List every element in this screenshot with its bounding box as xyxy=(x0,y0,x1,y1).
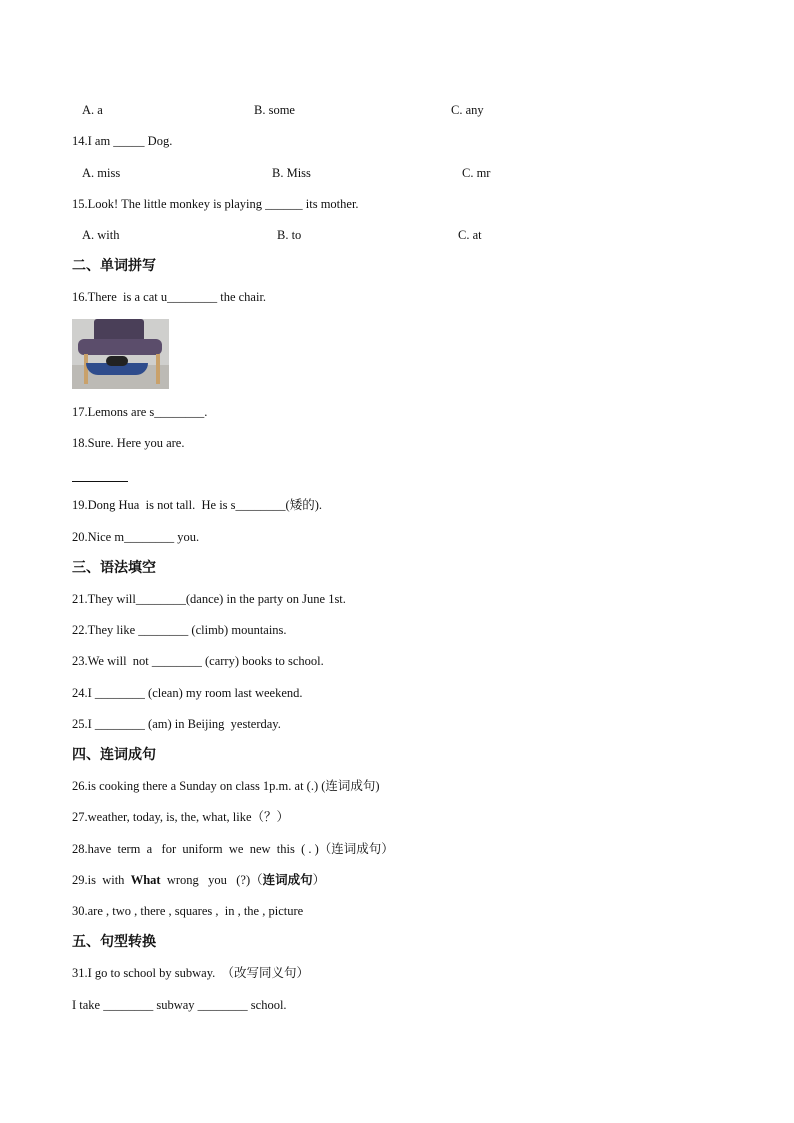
q14-option-c: C. mr xyxy=(462,166,491,180)
q15-option-a: A. with xyxy=(82,228,120,242)
q26-question: 26.is cooking there a Sunday on class 1p.m. at (.) (连词成句) xyxy=(72,779,380,793)
q21-question: 21.They will________(dance) in the party on June 1st. xyxy=(72,592,346,606)
q13-option-c: C. any xyxy=(451,103,484,117)
q24-question: 24.I ________ (clean) my room last weekend. xyxy=(72,686,303,700)
q23-question: 23.We will not ________ (carry) books to school. xyxy=(72,654,324,668)
q20-question: 20.Nice m________ you. xyxy=(72,530,200,544)
q18-question: 18.Sure. Here you are. xyxy=(72,436,185,450)
q14-option-a: A. miss xyxy=(82,166,121,180)
q28-question: 28.have term a for uniform we new this ( . )（连词成句） xyxy=(72,842,394,856)
section-heading-word-order: 四、连词成句 xyxy=(72,747,156,763)
section-heading-grammar: 三、语法填空 xyxy=(72,560,156,576)
q19-question: 19.Dong Hua is not tall. He is s________(矮的). xyxy=(72,498,322,512)
q14-option-b: B. Miss xyxy=(272,166,311,180)
section-heading-transform: 五、句型转换 xyxy=(72,934,156,950)
q15-question: 15.Look! The little monkey is playing ______ its mother. xyxy=(72,197,359,211)
q29-question: 29.is with What wrong you (?)（连词成句） xyxy=(72,873,326,887)
section-heading-spelling: 二、单词拼写 xyxy=(72,258,156,274)
q18-answer-blank[interactable] xyxy=(72,481,128,482)
q22-question: 22.They like ________ (climb) mountains. xyxy=(72,623,287,637)
q27-question: 27.weather, today, is, the, what, like（？） xyxy=(72,810,290,824)
q31-question: 31.I go to school by subway. （改写同义句） xyxy=(72,966,310,980)
q15-option-c: C. at xyxy=(458,228,482,242)
q13-option-b: B. some xyxy=(254,103,295,117)
q30-question: 30.are , two , there , squares , in , the , picture xyxy=(72,904,304,918)
q15-option-b: B. to xyxy=(277,228,302,242)
chair-cat-image xyxy=(72,319,169,389)
q31-answer-line: I take ________ subway ________ school. xyxy=(72,998,287,1012)
q14-question: 14.I am _____ Dog. xyxy=(72,134,173,148)
q13-option-a: A. a xyxy=(82,103,103,117)
q16-question: 16.There is a cat u________ the chair. xyxy=(72,290,267,304)
q25-question: 25.I ________ (am) in Beijing yesterday. xyxy=(72,717,281,731)
q17-question: 17.Lemons are s________. xyxy=(72,405,208,419)
